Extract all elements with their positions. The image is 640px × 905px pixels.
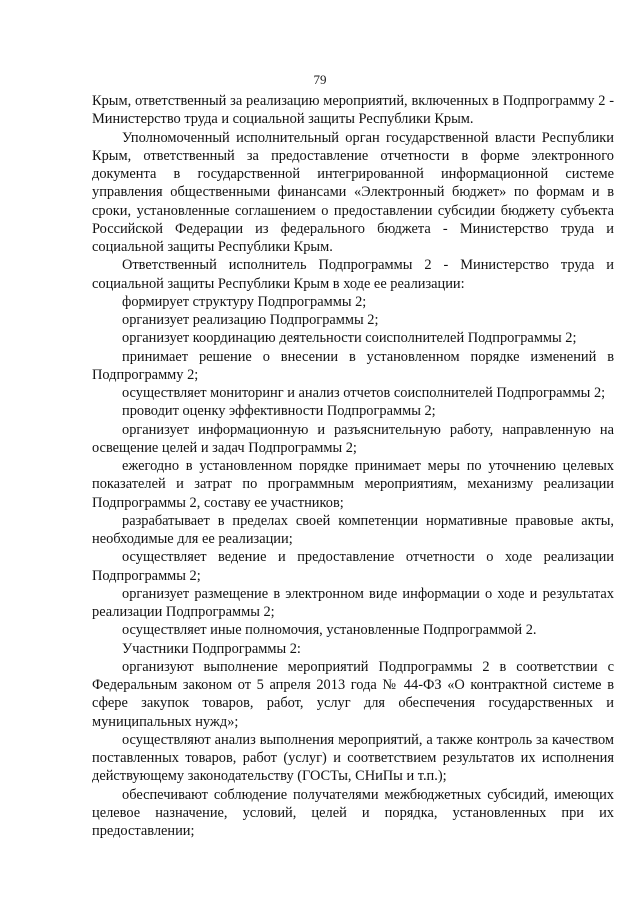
paragraph: Крым, ответственный за реализацию мероприятий, включенных в Подпрограмму 2 - Министерство труда и социальной защиты Республики Крым. <box>92 93 614 128</box>
document-body <box>92 92 614 840</box>
list-item: ежегодно в установленном порядке принимает меры по уточнению целевых показателей и затрат по программным мероприятиям, механизму реализации Подпрограммы 2, составу ее участников; <box>92 458 614 511</box>
list-item: организует реализацию Подпрограммы 2; <box>122 312 379 328</box>
list-item: организует информационную и разъяснительную работу, направленную на освещение целей и задач Подпрограммы 2; <box>92 421 614 456</box>
list-item: осуществляет иные полномочия, установленные Подпрограммой 2. <box>122 622 537 639</box>
list-item: проводит оценку эффективности Подпрограммы 2; <box>122 403 436 420</box>
list-item: обеспечивают соблюдение получателями межбюджетных субсидий, имеющих целевое назначение, условий, целей и порядка, установленных при их предоставлении; <box>92 786 614 839</box>
paragraph: Ответственный исполнитель Подпрограммы 2 - Министерство труда и социальной защиты Республики Крым в ходе ее реализации: <box>92 257 614 292</box>
list-item: организует координацию деятельности соисполнителей Подпрограммы 2; <box>122 330 577 347</box>
list-item: формирует структуру Подпрограммы 2; <box>122 293 367 310</box>
list-item: организует размещение в электронном виде информации о ходе и результатах реализации Подпрограммы 2; <box>92 585 614 620</box>
list-item: организуют выполнение мероприятий Подпрограммы 2 в соответствии с Федеральным законом от 5 апреля 2013 года № 44-ФЗ «О контрактной системе в сфере закупок товаров, работ, услуг для обеспечения государственных и муниципальных нужд»; <box>92 658 614 730</box>
list-item: осуществляет мониторинг и анализ отчетов соисполнителей Подпрограммы 2; <box>122 385 606 401</box>
list-item: принимает решение о внесении в установленном порядке изменений в Подпрограмму 2; <box>92 348 614 383</box>
page-number: 79 <box>313 72 327 87</box>
list-item: осуществляет ведение и предоставление отчетности о ходе реализации Подпрограммы 2; <box>92 549 614 584</box>
section-heading: Участники Подпрограммы 2: <box>122 640 301 657</box>
list-item: осуществляют анализ выполнения мероприятий, а также контроль за качеством поставленных товаров, работ (услуг) и соответствием результатов их исполнения действующему законодательству (ГОСТы, СНиПы и т.п.); <box>92 731 614 785</box>
list-item: разрабатывает в пределах своей компетенции нормативные правовые акты, необходимые для ее реализации; <box>92 512 614 547</box>
paragraph: Уполномоченный исполнительный орган государственной власти Республики Крым, ответственный за предоставление отчетности в форме электронного документа в государственной интегрированной информационной системе управления общественными финансами «Электронный бюджет» по формам и в сроки, установленные соглашением о предоставлении субсидии бюджету субъекта Российской Федерации из федерального бюджета - Министерство труда и социальной защиты Республики Крым. <box>92 129 614 255</box>
